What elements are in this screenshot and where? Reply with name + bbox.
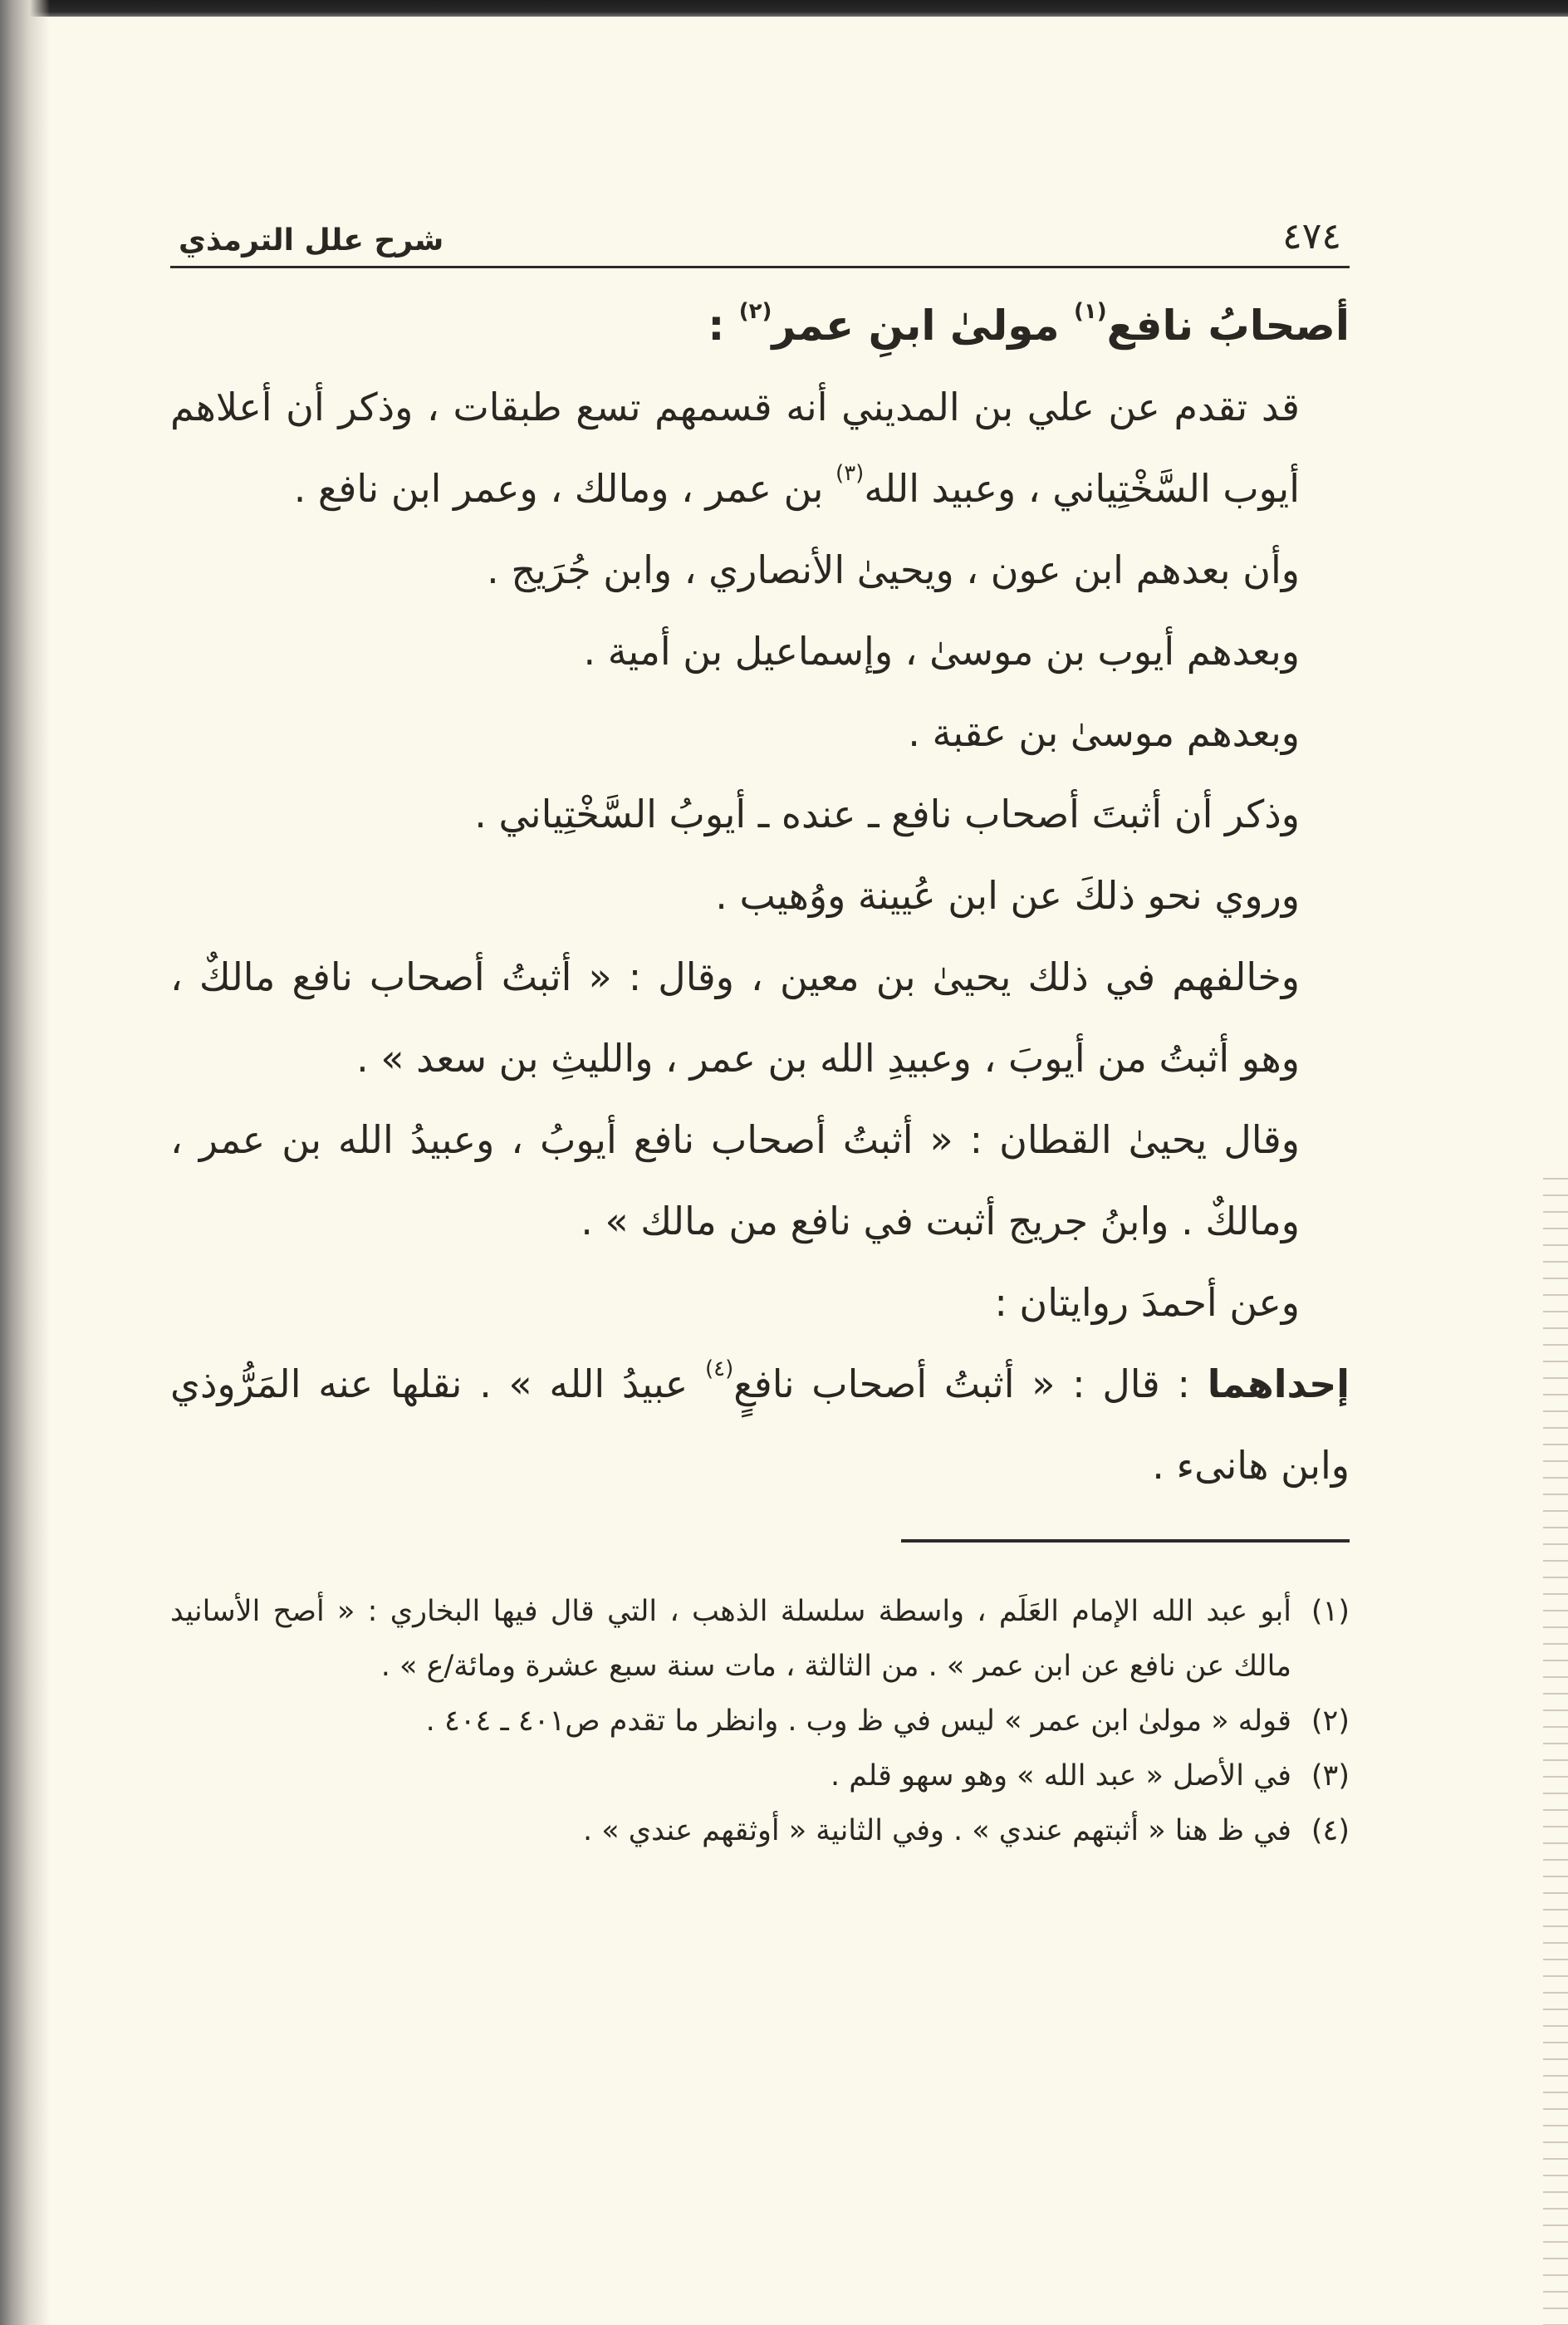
footnote-1 [170,1584,1350,1694]
footnote-ref-4[interactable]: (٤) [704,1356,734,1381]
footnote-number: (١) [1311,1595,1350,1628]
footnote-ref-1[interactable]: (١) [1073,299,1107,324]
page-number: ٤٧٤ [1282,215,1341,258]
paragraph-5: وذكر أن أثبتَ أصحاب نافع ـ عنده ـ أيوبُ السَّخْتِياني . [474,792,1300,836]
footnote-number: (٣) [1311,1759,1350,1793]
paragraph-10: إحداهما : قال : « أثبتُ أصحاب نافعٍ$^{(٤)}$ عبيدُ الله » . نقلها عنه المَرُّوذي وابن هانىء . [170,1356,1350,1488]
book-title: شرح علل الترمذي [179,223,444,258]
footnote-number: (٤) [1311,1814,1350,1847]
footnote-text: في ظ هنا « أثبتهم عندي » . وفي الثانية « أوثقهم عندي » . [582,1814,1291,1847]
paragraph-3: وبعدهم أيوب بن موسىٰ ، وإسماعيل بن أمية . [583,629,1300,674]
footnote-text: قوله « مولىٰ ابن عمر » ليس في ظ وب . وانظر ما تقدم ص٤٠١ ـ ٤٠٤ . [425,1705,1291,1738]
paragraph-9: وعن أحمدَ روايتان : [994,1280,1300,1325]
paragraph-1: قد تقدم عن علي بن المديني أنه قسمهم تسع طبقات ، وذكر أن أعلاهم أيوب السَّخْتِياني ، وعبيد الله$^{(٣)}$ بن عمر ، ومالك ، وعمر ابن نافع . [170,385,1300,511]
footnote-3 [170,1749,1350,1803]
page-gutter-shadow [0,0,50,2325]
paragraph-7: وخالفهم في ذلك يحيىٰ بن معين ، وقال : « أثبتُ أصحاب نافع مالكٌ ، وهو أثبتُ من أيوبَ ، وعبيدِ الله بن عمر ، والليثِ بن سعد » . [170,954,1300,1081]
paragraph-2: وأن بعدهم ابن عون ، ويحيىٰ الأنصاري ، وابن جُرَيج . [487,547,1300,592]
footnote-2 [170,1694,1350,1749]
footnote-text: أبو عبد الله الإمام العَلَم ، واسطة سلسلة الذهب ، التي قال فيها البخاري : « أصح الأسانيد مالك عن نافع عن ابن عمر » . من الثالثة ، مات سنة سبع عشرة ومائة/ع » . [170,1595,1291,1683]
paragraph-4: وبعدهم موسىٰ بن عقبة . [908,710,1300,755]
footnote-ref-3[interactable]: (٣) [835,461,865,486]
footnote-number: (٢) [1311,1705,1350,1738]
footnote-text: في الأصل « عبد الله » وهو سهو قلم . [830,1759,1291,1793]
running-header [170,191,1350,258]
footnotes [170,1584,1350,1858]
paragraph-8: وقال يحيىٰ القطان : « أثبتُ أصحاب نافع أيوبُ ، وعبيدُ الله بن عمر ، ومالكٌ . وابنُ جريج أثبت في نافع من مالك » . [170,1117,1300,1243]
paragraph-6: وروي نحو ذلكَ عن ابن عُيينة ووُهيب . [715,873,1300,918]
footnote-separator [901,1539,1350,1543]
page-edge-stack [1543,1163,1568,2325]
main-text [170,285,1350,1506]
header-rule [170,266,1350,268]
footnote-4 [170,1803,1350,1858]
footnote-ref-2[interactable]: (٢) [738,299,772,324]
section-heading: أصحابُ نافع$^{(١)}$ مولىٰ ابنِ عمر$^{(٢)}$ : [708,299,1350,350]
book-page [170,191,1350,1858]
book-cover-edge [0,0,1568,17]
